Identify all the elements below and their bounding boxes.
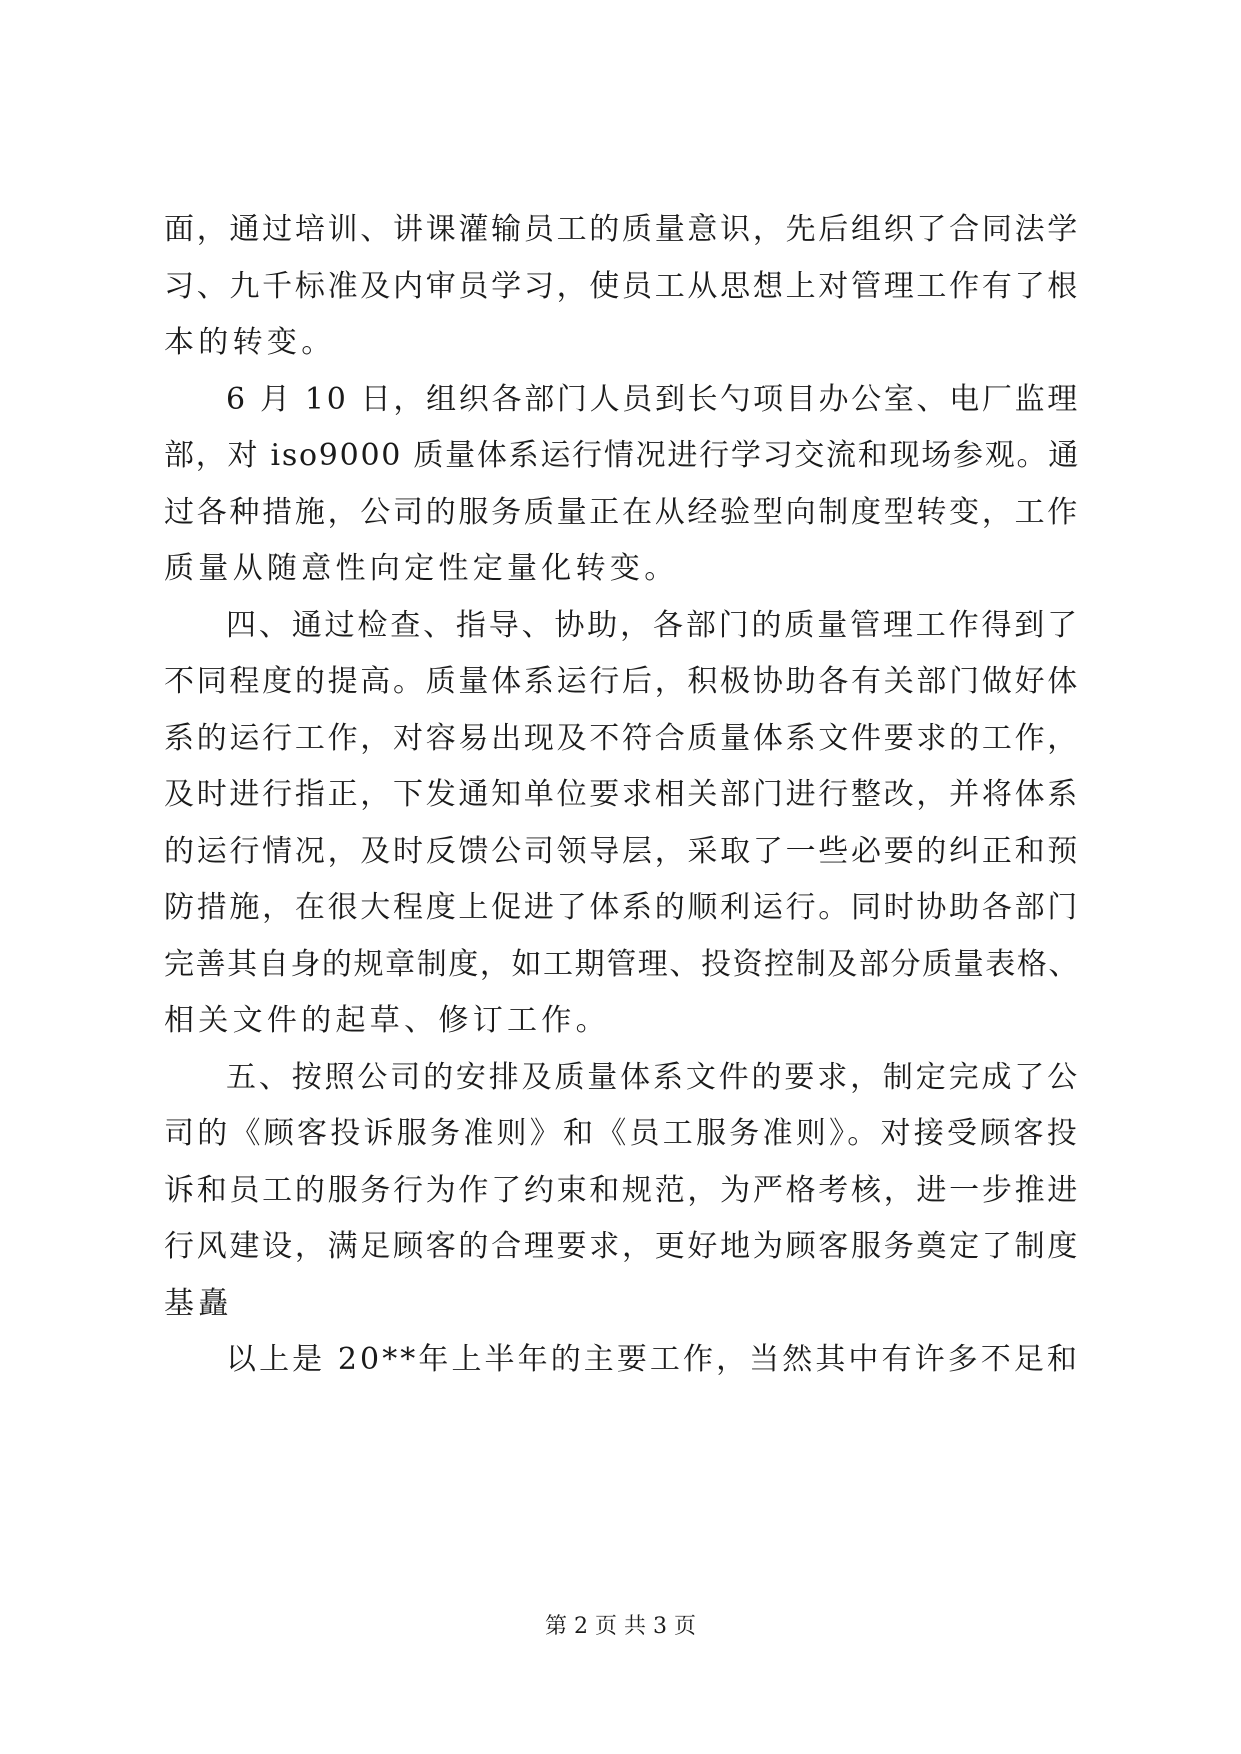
body-text-line: 行风建设，满足顾客的合理要求，更好地为顾客服务奠定了制度	[164, 1229, 1080, 1264]
body-text-line: 不同程度的提高。质量体系运行后，积极协助各有关部门做好体	[164, 664, 1080, 699]
body-text-line: 本的转变。	[164, 325, 336, 360]
body-text-line: 及时进行指正，下发通知单位要求相关部门进行整改，并将体系	[164, 777, 1080, 812]
body-text-line: 系的运行工作，对容易出现及不符合质量体系文件要求的工作，	[164, 721, 1080, 756]
body-text-line: 部，对 iso9000 质量体系运行情况进行学习交流和现场参观。通	[164, 438, 1080, 473]
body-text-line: 质量从随意性向定性定量化转变。	[164, 551, 679, 586]
body-text-line: 面，通过培训、讲课灌输员工的质量意识，先后组织了合同法学	[164, 212, 1080, 247]
paragraph-first-line: 以上是 20**年上半年的主要工作，当然其中有许多不足和	[226, 1342, 1080, 1377]
body-text-line: 防措施，在很大程度上促进了体系的顺利运行。同时协助各部门	[164, 890, 1080, 925]
body-text-line: 基矗	[164, 1286, 233, 1321]
page-number-footer: 第 2 页 共 3 页	[545, 1614, 696, 1639]
body-text-line: 诉和员工的服务行为作了约束和规范，为严格考核，进一步推进	[164, 1173, 1080, 1208]
body-text-line: 司的《顾客投诉服务准则》和《员工服务准则》。对接受顾客投	[164, 1116, 1080, 1151]
body-text-line: 的运行情况，及时反馈公司领导层，采取了一些必要的纠正和预	[164, 834, 1080, 869]
paragraph-first-line: 6 月 10 日，组织各部门人员到长勺项目办公室、电厂监理	[226, 382, 1080, 417]
body-text-line: 完善其自身的规章制度，如工期管理、投资控制及部分质量表格、	[164, 947, 1080, 982]
body-text-line: 习、九千标准及内审员学习，使员工从思想上对管理工作有了根	[164, 269, 1080, 304]
paragraph-first-line: 四、通过检查、指导、协助，各部门的质量管理工作得到了	[226, 608, 1080, 643]
body-text-line: 相关文件的起草、修订工作。	[164, 1003, 610, 1038]
body-text-line: 过各种措施，公司的服务质量正在从经验型向制度型转变，工作	[164, 495, 1080, 530]
paragraph-first-line: 五、按照公司的安排及质量体系文件的要求，制定完成了公	[226, 1060, 1080, 1095]
